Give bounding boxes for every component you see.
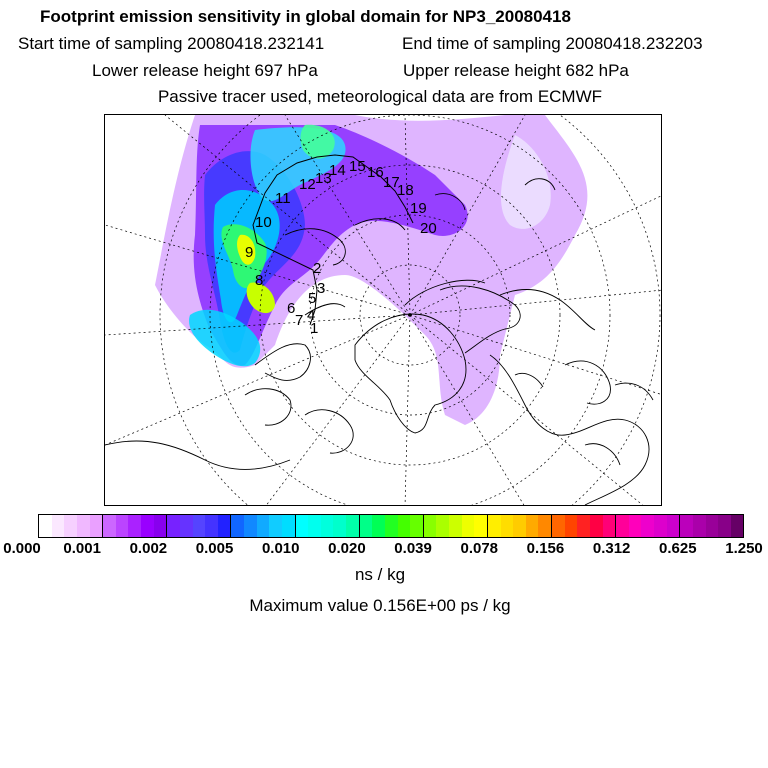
colorbar-segment: [629, 515, 642, 537]
colorbar-segment: [385, 515, 398, 537]
trajectory-label: 11: [275, 190, 291, 207]
trajectory-label: 15: [349, 158, 366, 175]
colorbar-segment: [64, 515, 77, 537]
colorbar-segment: [52, 515, 65, 537]
colorbar-segment: [308, 515, 321, 537]
colorbar-tick-label: 0.001: [63, 540, 101, 557]
trajectory-label: 8: [255, 272, 264, 289]
trajectory-label: 19: [410, 200, 427, 217]
colorbar-segment: [706, 515, 719, 537]
colorbar-segment: [590, 515, 603, 537]
colorbar-tick-label: 0.000: [3, 540, 41, 557]
colorbar-segment: [616, 515, 629, 537]
colorbar-segment: [462, 515, 475, 537]
colorbar-segment: [488, 515, 501, 537]
lower-release-height: Lower release height 697 hPa: [92, 61, 318, 80]
colorbar-tick-label: 0.005: [195, 540, 234, 557]
colorbar-segment: [513, 515, 526, 537]
colorbar-segment: [141, 515, 154, 537]
colorbar-segment: [538, 515, 552, 537]
colorbar-segment: [116, 515, 129, 537]
colorbar-segment: [667, 515, 681, 537]
colorbar-segment: [154, 515, 168, 537]
colorbar-segment: [565, 515, 578, 537]
trajectory-label: 7: [295, 312, 304, 329]
colorbar-segment: [577, 515, 590, 537]
colorbar-segment: [641, 515, 654, 537]
colorbar-segment: [180, 515, 193, 537]
colorbar-segment: [680, 515, 693, 537]
colorbar-segment: [257, 515, 270, 537]
trajectory-label: 3: [317, 280, 326, 297]
colorbar-tick-label: 0.312: [592, 540, 631, 557]
colorbar-unit: ns / kg: [354, 565, 406, 584]
colorbar-segment: [410, 515, 424, 537]
colorbar-segment: [360, 515, 373, 537]
upper-release-height: Upper release height 682 hPa: [403, 61, 629, 80]
colorbar-tick-label: 0.078: [460, 540, 499, 557]
colorbar: [38, 514, 744, 538]
trajectory-label: 5: [308, 290, 317, 307]
start-time: Start time of sampling 20080418.232141: [18, 34, 325, 53]
colorbar-segment: [90, 515, 104, 537]
colorbar-segment: [424, 515, 437, 537]
colorbar-segment: [603, 515, 617, 537]
colorbar-segment: [693, 515, 706, 537]
colorbar-segment: [167, 515, 180, 537]
trajectory-label: 9: [245, 244, 254, 261]
trajectory-label: 4: [307, 307, 316, 324]
colorbar-segment: [39, 515, 52, 537]
colorbar-segment: [231, 515, 244, 537]
trajectory-label: 13: [315, 170, 332, 187]
colorbar-segment: [269, 515, 282, 537]
colorbar-tick-label: 0.039: [394, 540, 432, 557]
end-time: End time of sampling 20080418.232203: [402, 34, 703, 53]
colorbar-segment: [103, 515, 116, 537]
colorbar-tick-label: 0.010: [261, 540, 300, 557]
plot-title: Footprint emission sensitivity in global domain for NP3_20080418: [40, 7, 571, 26]
colorbar-segment: [244, 515, 257, 537]
trajectory-label: 18: [397, 182, 414, 199]
trajectory-label: 6: [287, 300, 296, 317]
trajectory-label: 16: [367, 164, 384, 181]
colorbar-segment: [501, 515, 514, 537]
colorbar-segment: [436, 515, 449, 537]
colorbar-tick-label: 0.020: [328, 540, 366, 557]
colorbar-ticks: [0, 538, 768, 560]
colorbar-segment: [731, 515, 744, 537]
tracer-note: Passive tracer used, meteorological data are from ECMWF: [157, 87, 603, 106]
trajectory-label: 2: [313, 260, 322, 277]
colorbar-segment: [526, 515, 539, 537]
trajectory-label: 12: [299, 176, 316, 193]
colorbar-segment: [321, 515, 334, 537]
trajectory-label: 20: [420, 220, 437, 237]
colorbar-segment: [449, 515, 462, 537]
colorbar-segment: [552, 515, 565, 537]
colorbar-tick-label: 1.250: [725, 540, 763, 557]
trajectory-label: 17: [383, 174, 400, 191]
colorbar-segment: [218, 515, 232, 537]
colorbar-segment: [654, 515, 667, 537]
colorbar-segment: [718, 515, 731, 537]
colorbar-segment: [474, 515, 488, 537]
colorbar-segment: [333, 515, 346, 537]
colorbar-segment: [128, 515, 141, 537]
maximum-value: Maximum value 0.156E+00 ps / kg: [249, 596, 511, 615]
map-frame: [104, 114, 662, 506]
colorbar-segment: [77, 515, 90, 537]
colorbar-segment: [282, 515, 296, 537]
colorbar-tick-label: 0.625: [659, 540, 697, 557]
trajectory-label: 14: [329, 162, 346, 179]
colorbar-segment: [398, 515, 411, 537]
colorbar-segment: [193, 515, 206, 537]
trajectory-label: 10: [255, 214, 272, 231]
colorbar-tick-label: 0.156: [526, 540, 565, 557]
map-canvas: [105, 115, 662, 506]
sensitivity-field: [155, 115, 587, 425]
colorbar-segment: [372, 515, 385, 537]
colorbar-segment: [205, 515, 218, 537]
colorbar-segment: [346, 515, 360, 537]
colorbar-segment: [296, 515, 309, 537]
colorbar-tick-label: 0.002: [129, 540, 168, 557]
trajectory-label: 1: [310, 320, 319, 337]
